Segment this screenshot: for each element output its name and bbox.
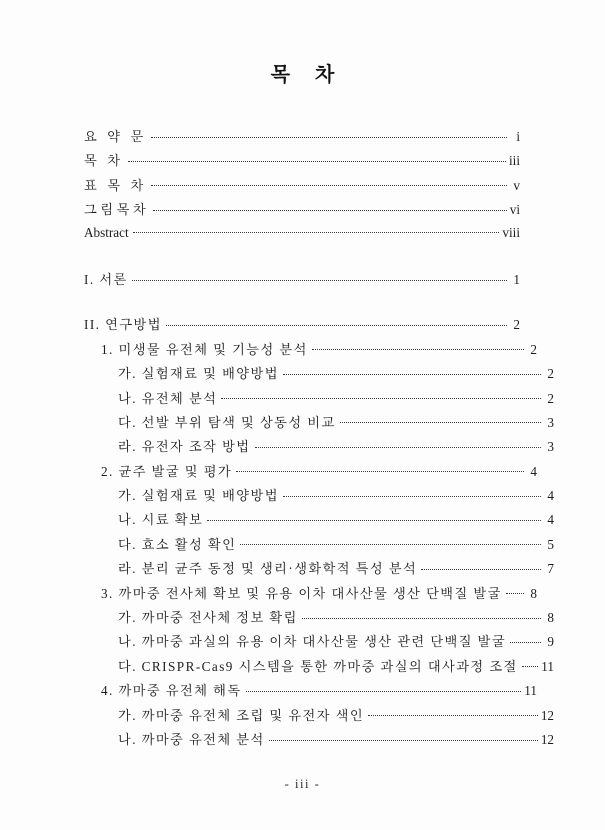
- toc-entry[interactable]: [84, 314, 520, 338]
- toc-entry[interactable]: [84, 656, 554, 680]
- toc-entry-page-number: 11: [524, 683, 537, 699]
- toc-dot-leader: [132, 271, 507, 284]
- toc-entry-label: 표 목 차: [84, 177, 147, 193]
- toc-dot-leader: [255, 438, 542, 451]
- toc-dot-leader: [207, 511, 541, 524]
- toc-entry-label: 요 약 문: [84, 129, 147, 144]
- toc-entry[interactable]: [84, 175, 520, 199]
- toc-entry[interactable]: [84, 631, 554, 655]
- page-footer-number: - iii -: [284, 777, 321, 791]
- toc-dot-leader: [246, 682, 522, 695]
- toc-entry[interactable]: [84, 199, 520, 223]
- toc-entry[interactable]: [84, 224, 520, 248]
- toc-entry-label: 나. 까마중 과실의 유용 이차 대사산물 생산 관련 단백질 발굴: [118, 634, 507, 650]
- toc-entry[interactable]: [84, 729, 554, 753]
- toc-entry[interactable]: [84, 509, 554, 533]
- toc-entry[interactable]: [84, 412, 554, 436]
- toc-dot-leader: [236, 463, 524, 476]
- toc-entry[interactable]: [84, 126, 520, 150]
- toc-entry-page-number: 4: [547, 488, 554, 504]
- toc-entry[interactable]: [84, 388, 554, 412]
- toc-entry-page-number: 9: [547, 634, 554, 650]
- toc-entry-label: 그림목차: [84, 202, 150, 218]
- toc-dot-leader: [312, 341, 524, 354]
- page-title: 목 차: [270, 64, 345, 86]
- toc-dot-leader: [151, 128, 507, 141]
- toc-entry[interactable]: [84, 363, 554, 387]
- toc-entry-label: 나. 까마중 유전체 분석: [118, 731, 265, 747]
- toc-entry-page-number: 5: [547, 536, 554, 552]
- toc-entry[interactable]: [84, 607, 554, 631]
- toc-dot-leader: [522, 658, 539, 671]
- toc-dot-leader: [128, 152, 506, 165]
- toc-entry-label: 나. 시료 확보: [118, 512, 204, 528]
- toc-entry-label: 라. 유전자 조작 방법: [118, 439, 251, 455]
- toc-entry-label: 1. 미생물 유전체 및 기능성 분석: [101, 341, 308, 357]
- toc-entry[interactable]: [84, 583, 537, 607]
- toc-dot-leader: [283, 487, 541, 500]
- toc-entry[interactable]: [84, 150, 520, 174]
- toc-entry[interactable]: [84, 461, 537, 485]
- toc-dot-leader: [368, 706, 538, 719]
- toc-entry-page-number: 12: [540, 731, 554, 747]
- toc-entry[interactable]: [84, 534, 554, 558]
- toc-dot-leader: [151, 177, 507, 190]
- toc-dot-leader: [340, 414, 541, 427]
- toc-entry-label: Abstract: [84, 224, 129, 240]
- toc-entry-label: 목 차: [84, 153, 124, 169]
- toc-entry-page-number: 11: [541, 658, 554, 674]
- toc-entry-label: 가. 실험재료 및 배양방법: [118, 366, 279, 382]
- toc-entry-label: 다. 선발 부위 탐색 및 상동성 비교: [118, 414, 336, 430]
- toc-entry-page-number: 2: [547, 366, 554, 382]
- toc-entry[interactable]: [84, 485, 554, 509]
- toc-dot-leader: [153, 201, 506, 214]
- toc-entry-label: 가. 까마중 전사체 정보 확립: [118, 610, 298, 626]
- toc-entry-label: 라. 분리 균주 동정 및 생리·생화학적 특성 분석: [118, 561, 418, 577]
- toc-entry[interactable]: [84, 269, 520, 293]
- toc-entry-page-number: 12: [540, 707, 554, 723]
- toc-entry-page-number: 8: [530, 585, 537, 601]
- toc-dot-leader: [166, 316, 507, 329]
- toc-entry-label: I. 서론: [84, 271, 128, 287]
- toc-dot-leader: [133, 224, 500, 237]
- toc-entry-page-number: iii: [509, 153, 520, 169]
- toc-entry-page-number: 4: [547, 512, 554, 528]
- toc-entry[interactable]: [84, 436, 554, 460]
- toc-dot-leader: [221, 389, 541, 402]
- toc-entry-page-number: 3: [547, 439, 554, 455]
- toc-entry-list: [84, 126, 554, 753]
- toc-dot-leader: [240, 536, 541, 549]
- toc-entry-label: 가. 실험재료 및 배양방법: [118, 488, 279, 504]
- toc-entry-page-number: 1: [513, 271, 520, 287]
- toc-entry-page-number: 2: [530, 341, 537, 357]
- toc-dot-leader: [510, 633, 541, 646]
- toc-entry-label: 가. 까마중 유전체 조립 및 유전자 색인: [118, 707, 365, 723]
- toc-entry-label: 다. 효소 활성 확인: [118, 536, 237, 552]
- toc-dot-leader: [302, 609, 541, 622]
- toc-entry-page-number: 8: [547, 610, 554, 626]
- toc-entry-label: 3. 까마중 전사체 확보 및 유용 이차 대사산물 생산 단백질 발굴: [101, 585, 502, 601]
- toc-entry-label: 4. 까마중 유전체 해독: [101, 683, 242, 699]
- toc-entry-page-number: 2: [547, 390, 554, 406]
- toc-entry-page-number: 4: [530, 463, 537, 479]
- toc-entry-page-number: vi: [509, 202, 520, 218]
- toc-dot-leader: [283, 365, 541, 378]
- toc-entry-page-number: v: [513, 177, 520, 193]
- toc-entry[interactable]: [84, 705, 554, 729]
- toc-entry[interactable]: [84, 680, 537, 704]
- toc-dot-leader: [506, 584, 524, 597]
- toc-entry[interactable]: [84, 339, 537, 363]
- toc-entry-page-number: 3: [547, 414, 554, 430]
- toc-entry-label: 나. 유전체 분석: [118, 390, 218, 406]
- toc-entry-page-number: 2: [513, 317, 520, 333]
- toc-dot-leader: [269, 731, 538, 744]
- toc-dot-leader: [421, 560, 541, 573]
- toc-entry-page-number: viii: [502, 224, 520, 240]
- toc-entry-page-number: 7: [547, 561, 554, 577]
- toc-entry-page-number: i: [516, 129, 520, 144]
- toc-entry-label: II. 연구방법: [84, 317, 162, 333]
- toc-entry[interactable]: [84, 558, 554, 582]
- toc-entry-label: 다. CRISPR-Cas9 시스템을 통한 까마중 과실의 대사과정 조절: [118, 658, 518, 674]
- toc-entry-label: 2. 균주 발굴 및 평가: [101, 463, 233, 479]
